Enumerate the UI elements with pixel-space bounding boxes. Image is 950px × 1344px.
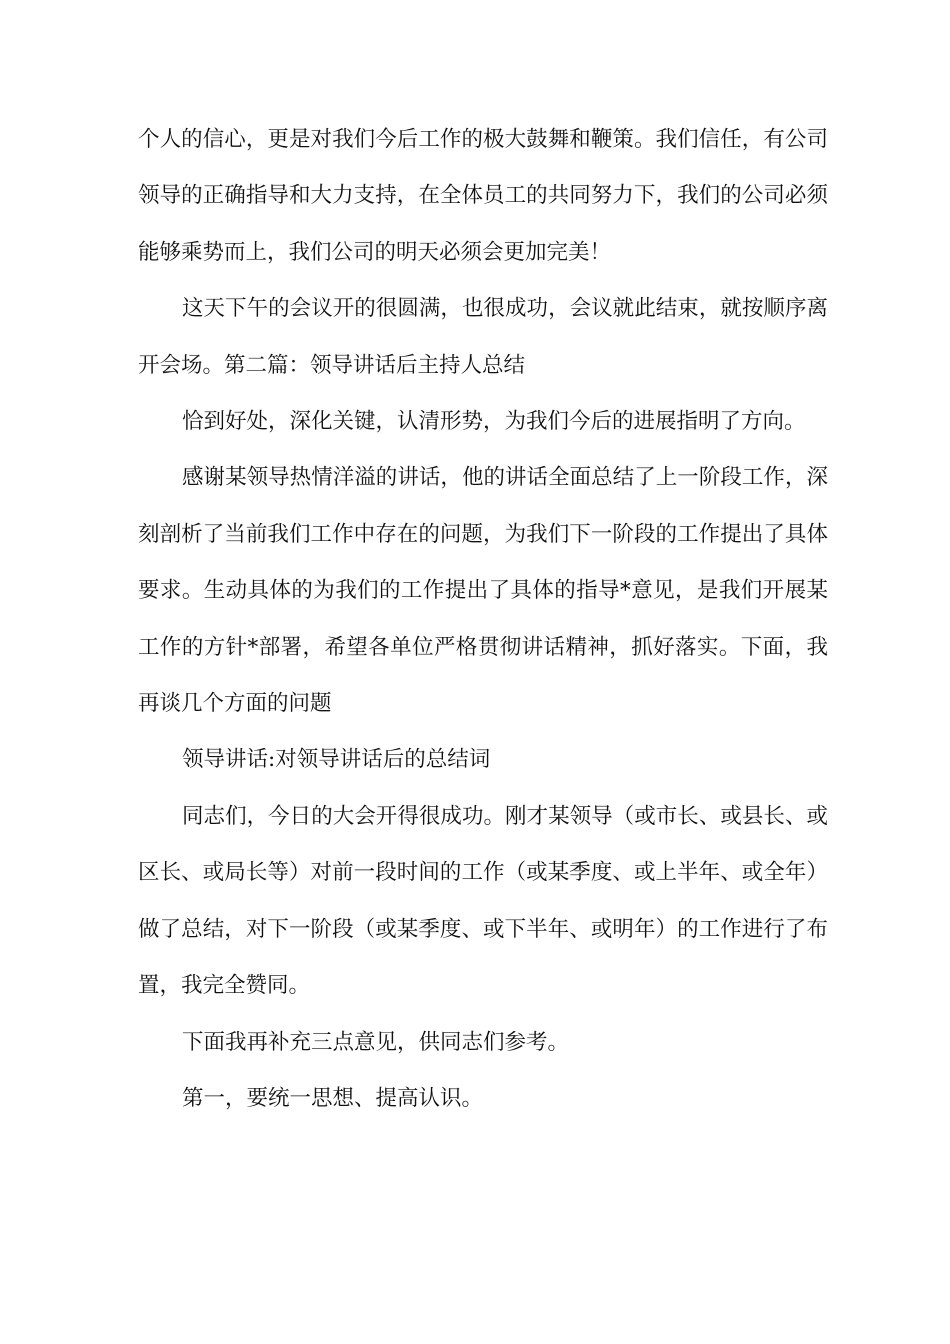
paragraph: 同志们，今日的大会开得很成功。刚才某领导（或市长、或县长、或区长、或局长等）对前一段时间的工作（或某季度、或上半年、或全年）做了总结，对下一阶段（或某季度、或下半年、或明年）的工作进行了布置，我完全赞同。	[138, 803, 828, 999]
document-body	[138, 112, 828, 1127]
paragraph: 第一，要统一思想、提高认识。	[182, 1085, 484, 1111]
paragraph: 感谢某领导热情洋溢的讲话，他的讲话全面总结了上一阶段工作，深刻剖析了当前我们工作中存在的问题，为我们下一阶段的工作提出了具体要求。生动具体的为我们的工作提出了具体的指导*意见，是我们开展某工作的方针*部署，希望各单位严格贯彻讲话精神，抓好落实。下面，我再谈几个方面的问题	[138, 465, 828, 717]
paragraph: 这天下午的会议开的很圆满，也很成功，会议就此结束，就按顺序离开会场。第二篇：领导讲话后主持人总结	[138, 296, 828, 378]
section-heading: 领导讲话:对领导讲话后的总结词	[182, 747, 491, 773]
paragraph-continuation: 个人的信心，更是对我们今后工作的极大鼓舞和鞭策。我们信任，有公司领导的正确指导和大力支持，在全体员工的共同努力下，我们的公司必须能够乘势而上，我们公司的明天必须会更加完美！	[138, 127, 828, 265]
paragraph: 下面我再补充三点意见，供同志们参考。	[182, 1029, 570, 1055]
paragraph: 恰到好处，深化关键，认清形势，为我们今后的进展指明了方向。	[182, 409, 806, 435]
